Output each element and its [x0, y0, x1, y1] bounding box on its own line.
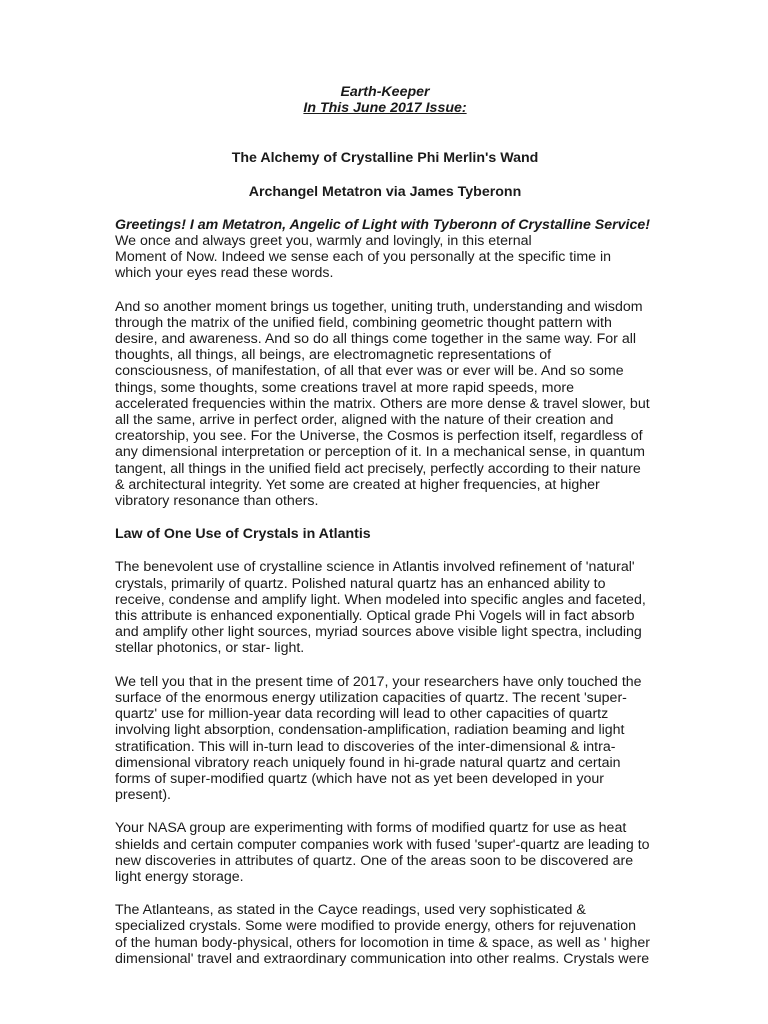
- greeting-text: Greetings! I am Metatron, Angelic of Light with Tyberonn of Crystalline Service!: [115, 216, 650, 233]
- body-paragraph-2: And so another moment brings us together, uniting truth, understanding and wisdom through the matrix of the unified field, combining geometric thought pattern with desire, and awareness. And so do all things come together in the same way. For all thoughts, all things, all beings, are electromagnetic representations of consciousness, of manifestation, of all that ever was or ever will be. And so some things, some thoughts, some creations travel at more rapid speeds, more accelerated frequencies within the matrix. Others are more dense & travel slower, but all the same, arrive in perfect order, aligned with the nature of their creation and creatorship, you see. For the Universe, the Cosmos is perfection itself, regardless of any dimensional interpretation or perception of it. In a mechanical sense, in quantum tangent, all things in the unified field act precisely, perfectly according to their nature & architectural integrity. Yet some are created at higher frequencies, at higher vibratory resonance than others.: [115, 298, 650, 510]
- body-paragraph-6: The Atlanteans, as stated in the Cayce readings, used very sophisticated & specialized crystals. Some were modified to provide energy, others for rejuvenation of the human body-physical, others for locomotion in time & space, as well as ' higher dimensional' travel and extraordinary communication into other realms. Crystals were: [115, 902, 651, 967]
- section-heading: Law of One Use of Crystals in Atlantis: [115, 526, 371, 543]
- article-byline: Archangel Metatron via James Tyberonn: [248, 183, 522, 200]
- intro-text: We once and always greet you, warmly and lovingly, in this eternal Moment of Now. Indeed we sense each of you personally at the specific time in which your eyes read these words.: [115, 233, 612, 282]
- document-body: [115, 84, 655, 967]
- body-paragraph-5: Your NASA group are experimenting with forms of modified quartz for use as heat shields and certain computer companies work with fused 'super'-quartz are leading to new discoveries in attributes of quartz. One of the areas soon to be discovered are light energy storage.: [115, 820, 650, 885]
- body-paragraph-3: The benevolent use of crystalline science in Atlantis involved refinement of 'natural' crystals, primarily of quartz. Polished natural quartz has an enhanced ability to receive, condense and amplify light. When modeled into specific angles and faceted, this attribute is enhanced exponentially. Optical grade Phi Vogels will in fact absorb and amplify other light sources, myriad sources above visible light spectra, including stellar photonics, or star- light.: [115, 559, 646, 657]
- greeting-paragraph: [115, 217, 655, 282]
- body-paragraph-4: We tell you that in the present time of 2017, your researchers have only touched the surface of the enormous energy utilization capacities of quartz. The recent 'super- quartz' use for million-year data recording will lead to other capacities of quartz involving light absorption, condensation-amplification, radiation beaming and light stratification. This will in-turn lead to discoveries of the inter-dimensional & intra- dimensional vibratory reach uniquely found in hi-grade natural quartz and certain forms of super-modified quartz (which have not as yet been developed in your present).: [115, 673, 642, 804]
- masthead-issue: In This June 2017 Issue:: [303, 100, 467, 117]
- masthead-title: Earth-Keeper: [340, 84, 430, 100]
- article-title: The Alchemy of Crystalline Phi Merlin's Wand: [231, 150, 539, 167]
